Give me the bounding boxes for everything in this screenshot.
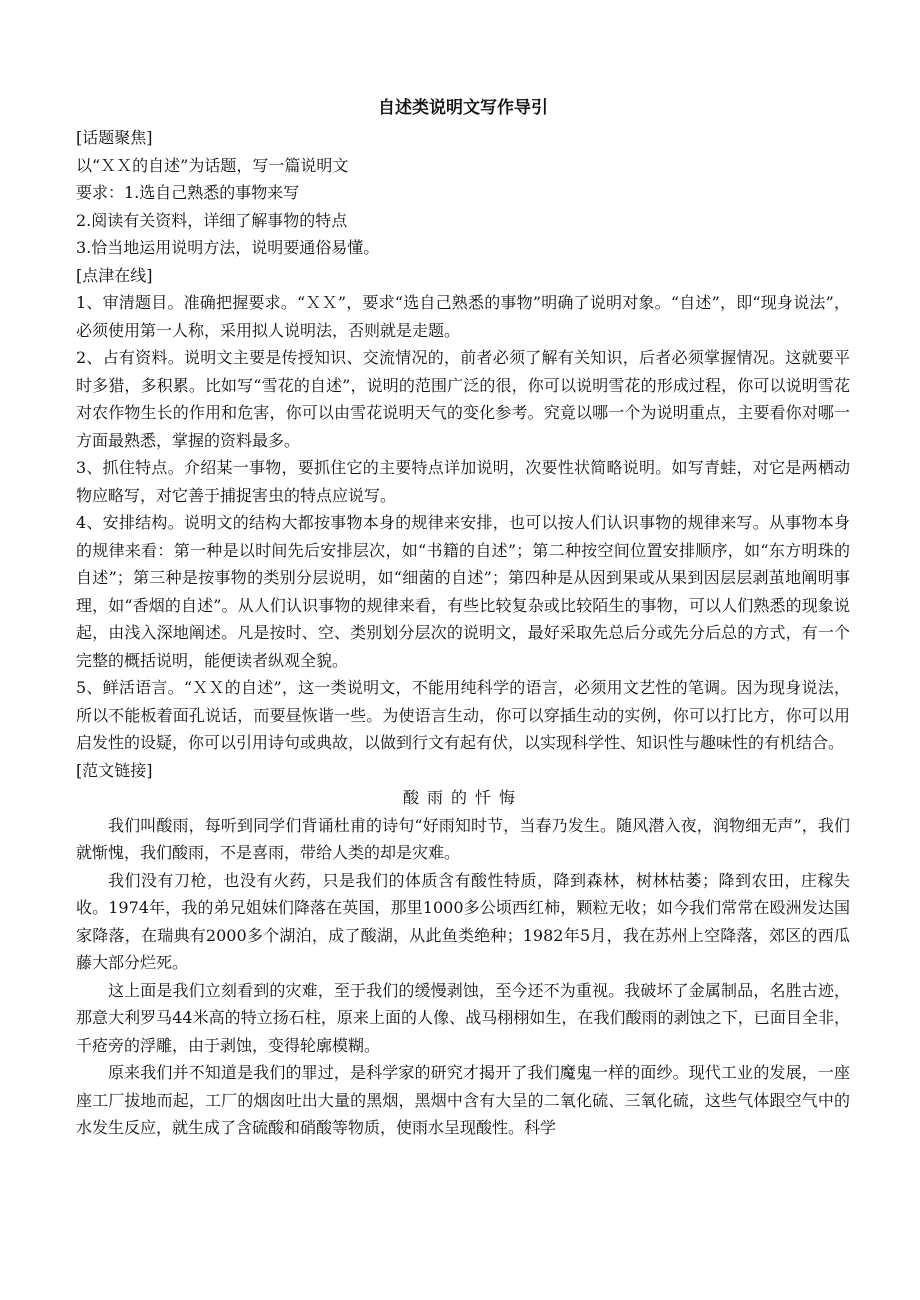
guidance-paragraph: 5、鲜活语言。“ＸＸ的自述”，这一类说明文，不能用纯科学的语言，必须用文艺性的笔调。因为现身说法，所以不能板着面孔说话，而要昼恢谐一些。为使语言生动，你可以穿插生动的实例，你可以打比方，你可以用启发性的设疑，你可以引用诗句或典故，以做到行文有起有伏，以实现科学性、知识性与趣味性的有机结合。 bbox=[76, 678, 850, 752]
document-title: 自述类说明文写作导引 bbox=[378, 98, 548, 118]
section-heading: [点津在线] bbox=[76, 265, 153, 285]
guidance-paragraph: 1、审清题目。准确把握要求。“ＸＸ”，要求“选自己熟悉的事物”明确了说明对象。“自述”，即“现身说法”，必须使用第一人称，采用拟人说明法，否则就是走题。 bbox=[76, 293, 850, 340]
requirement-line: 2.阅读有关资料，详细了解事物的特点 bbox=[76, 210, 348, 230]
essay-title: 酸雨的忏悔 bbox=[402, 788, 523, 807]
section-topic-focus bbox=[76, 124, 850, 262]
essay-paragraph: 原来我们并不知道是我们的罪过，是科学家的研究才揭开了我们魔鬼一样的面纱。现代工业的发展，一座座工厂拔地而起，工厂的烟囱吐出大量的黑烟，黑烟中含有大呈的二氧化硫、三氧化硫，这些气体跟空气中的水发生反应，就生成了含硫酸和硝酸等物质，使雨水呈现酸性。科学 bbox=[76, 1063, 850, 1137]
guidance-paragraph: 3、抓住特点。介绍某一事物，要抓住它的主要特点详加说明，次要性状简略说明。如写青蛙，对它是两栖动物应略写，对它善于捕捉害虫的特点应说写。 bbox=[76, 458, 850, 505]
essay-paragraph: 这上面是我们立刻看到的灾难，至于我们的缓慢剥蚀，至今还不为重视。我破坏了金属制品，名胜古迹，那意大利罗马44米高的特立扬石柱，原来上面的人像、战马栩栩如生，在我们酸雨的剥蚀之下，已面目全非，千疮旁的浮雕，由于剥蚀，变得轮廓模糊。 bbox=[76, 980, 850, 1055]
requirement-line: 3.恰当地运用说明方法，说明要通俗易懂。 bbox=[76, 238, 380, 257]
section-heading: [范文链接] bbox=[76, 760, 153, 780]
guidance-paragraph: 2、占有资料。说明文主要是传授知识、交流情况的，前者必须了解有关知识，后者必须掌握情况。这就要平时多猎，多积累。比如写“雪花的自述”，说明的范围广泛的很，你可以说明雪花的形成过程，你可以说明雪花对农作物生长的作用和危害，你可以由雪花说明天气的变化参考。究竟以哪一个为说明重点，主要看你对哪一方面最熟悉，掌握的资料最多。 bbox=[76, 348, 850, 450]
topic-line: 以“ＸＸ的自述”为话题，写一篇说明文 bbox=[76, 155, 349, 175]
requirement-line: 要求：1.选自己熟悉的事物来写 bbox=[76, 183, 300, 202]
section-heading: [话题聚焦] bbox=[76, 128, 153, 147]
section-guidance-online bbox=[76, 262, 850, 757]
section-sample-essay bbox=[76, 757, 850, 1142]
guidance-paragraph: 4、安排结构。说明文的结构大都按事物本身的规律来安排，也可以按人们认识事物的规律来写。从事物本身的规律来看：第一种是以时间先后安排层次，如“书籍的自述”；第二种按空间位置安排顺序，如“东方明珠的自述”；第三种是按事物的类别分层说明，如“细菌的自述”；第四种是从因到果或从果到因层层剥茧地阐明事理，如“香烟的自述”。从人们认识事物的规律来看，有些比较复杂或比较陌生的事物，可以人们熟悉的现象说起，由浅入深地阐述。凡是按时、空、类别划分层次的说明文，最好采取先总后分或先分后总的方式，有一个完整的概括说明，能便读者纵观全貌。 bbox=[76, 513, 850, 670]
essay-paragraph: 我们没有刀枪，也没有火药，只是我们的体质含有酸性特质，降到森林，树林枯萎；降到农田，庄稼失收。1974年，我的弟兄姐妹们降落在英国，那里1000多公顷西红柿，颗粒无收；如今我们常常在殴洲发达国家降落，在瑞典有2000多个湖泊，成了酸湖，从此鱼类绝种；1982年5月，我在苏州上空降落，郊区的西瓜藤大部分烂死。 bbox=[76, 870, 850, 972]
essay-paragraph: 我们叫酸雨，每听到同学们背诵杜甫的诗句“好雨知时节，当春乃发生。随风潜入夜，润物细无声”，我们就惭愧，我们酸雨，不是喜雨，带给人类的却是灾难。 bbox=[76, 815, 850, 862]
